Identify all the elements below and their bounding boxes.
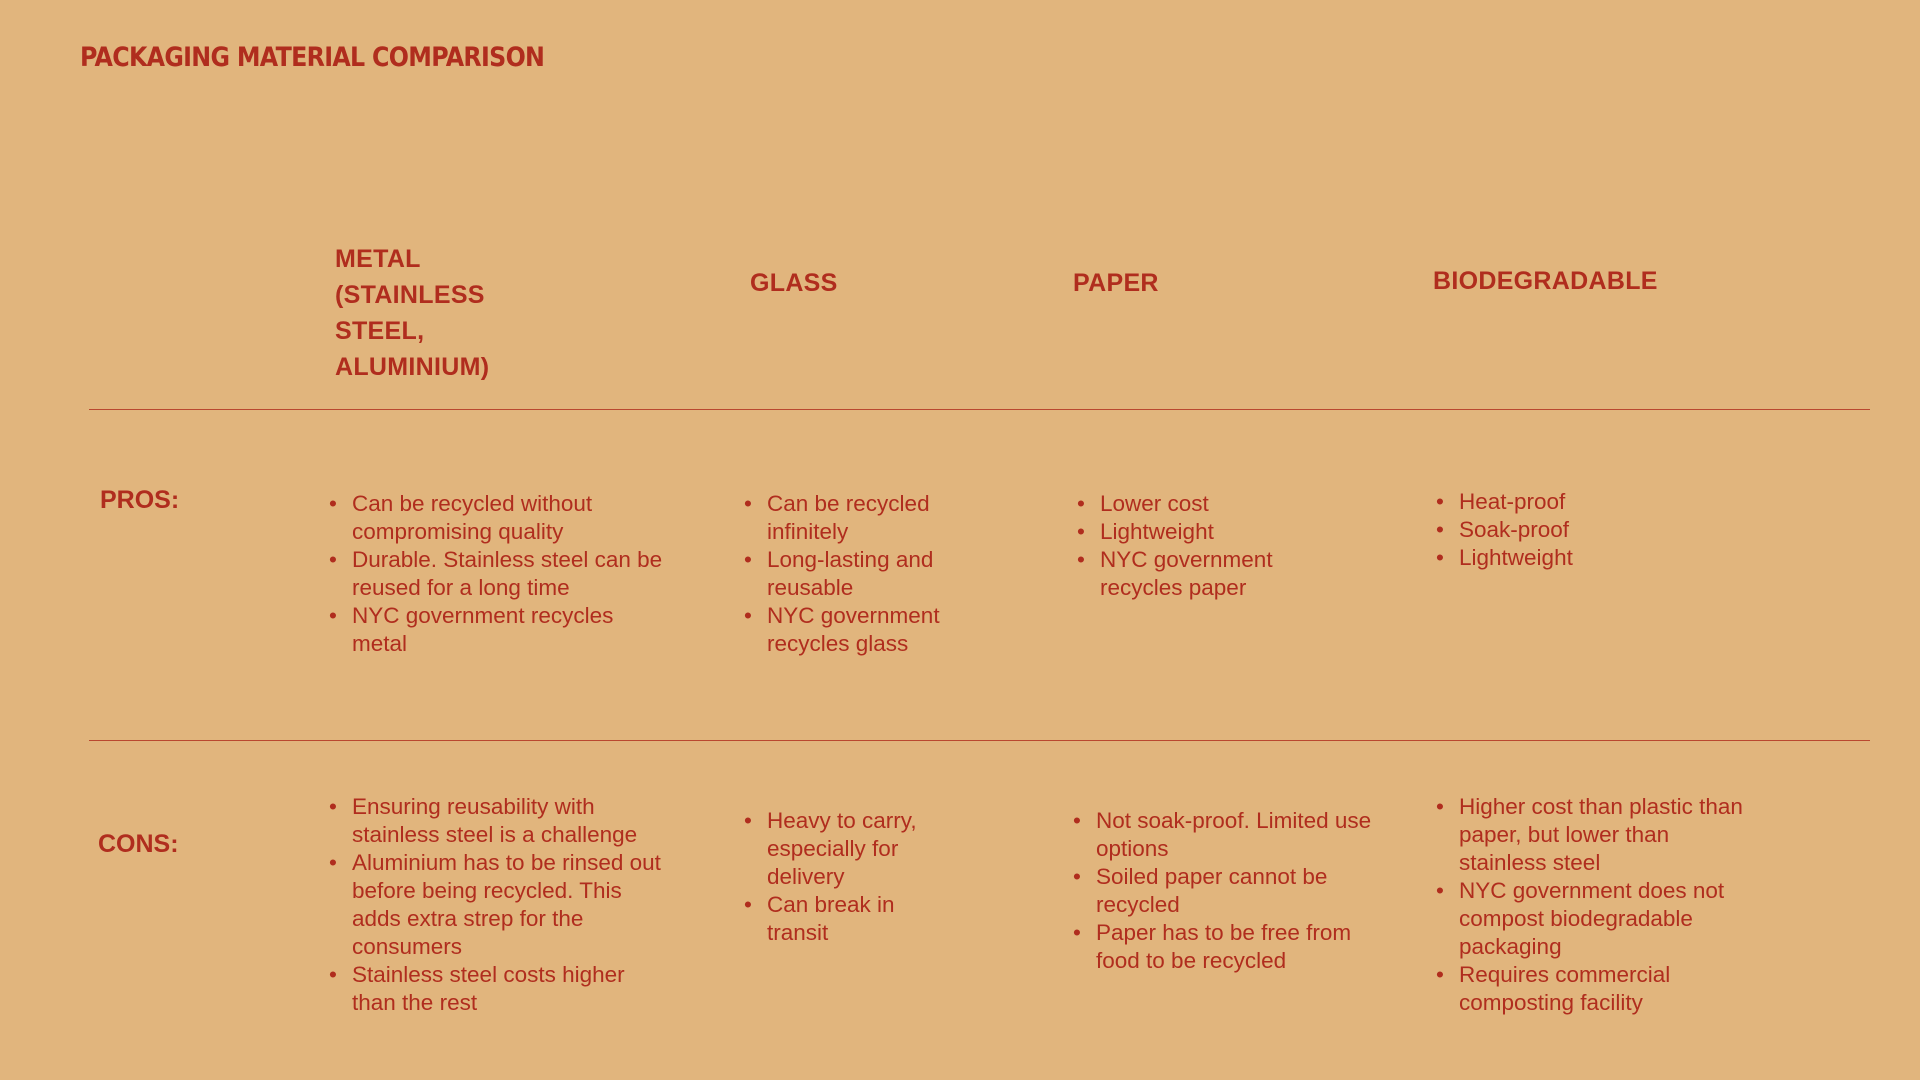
- column-header-biodegradable: BIODEGRADABLE: [1433, 267, 1658, 295]
- pros-paper-list: [1077, 490, 1300, 602]
- pros-glass-list: [744, 490, 967, 658]
- list-item: • Durable. Stainless steel can be reused for a long time: [329, 547, 663, 600]
- page-title: PACKAGING MATERIAL COMPARISON: [80, 42, 545, 73]
- list-item: • Soak-proof: [1436, 517, 1570, 542]
- list-item: • Lightweight: [1436, 545, 1573, 570]
- list-item: • Can break in transit: [744, 892, 895, 945]
- list-item: • Heavy to carry, especially for delivery: [744, 808, 917, 889]
- header-divider: [89, 409, 1870, 410]
- column-header-metal: METAL (STAINLESS STEEL, ALUMINIUM): [335, 245, 490, 381]
- list-item: • Can be recycled infinitely: [744, 491, 930, 544]
- list-item: • Can be recycled without compromising quality: [329, 491, 593, 544]
- cons-biodegradable-list: [1436, 793, 1759, 1017]
- list-item: • Requires commercial composting facility: [1436, 962, 1671, 1015]
- list-item: • Lower cost: [1077, 491, 1209, 516]
- list-item: • Lightweight: [1077, 519, 1214, 544]
- pros-biodegradable-list: [1436, 488, 1759, 572]
- cons-glass-list: [744, 807, 942, 947]
- list-item: • Long-lasting and reusable: [744, 547, 934, 600]
- pros-metal-list: [329, 490, 672, 658]
- list-item: • Heat-proof: [1436, 489, 1566, 514]
- cons-paper-list: [1073, 807, 1378, 975]
- list-item: • Soiled paper cannot be recycled: [1073, 864, 1328, 917]
- list-item: • Not soak-proof. Limited use options: [1073, 808, 1372, 861]
- column-header-glass: GLASS: [750, 269, 838, 297]
- list-item: • NYC government recycles metal: [329, 603, 614, 656]
- list-item: • Paper has to be free from food to be recycled: [1073, 920, 1352, 973]
- list-item: • NYC government does not compost biodegradable packaging: [1436, 878, 1725, 959]
- pros-divider: [89, 740, 1870, 741]
- list-item: • NYC government recycles glass: [744, 603, 940, 656]
- column-header-paper: PAPER: [1073, 269, 1159, 297]
- list-item: • Higher cost than plastic than paper, but lower than stainless steel: [1436, 794, 1743, 875]
- list-item: • Ensuring reusability with stainless steel is a challenge: [329, 794, 638, 847]
- row-label-cons: CONS:: [98, 830, 179, 858]
- list-item: • Aluminium has to be rinsed out before being recycled. This adds extra strep for the consumers: [329, 850, 661, 959]
- list-item: • NYC government recycles paper: [1077, 547, 1273, 600]
- row-label-pros: PROS:: [100, 486, 180, 514]
- cons-metal-list: [329, 793, 672, 1017]
- list-item: • Stainless steel costs higher than the rest: [329, 962, 625, 1015]
